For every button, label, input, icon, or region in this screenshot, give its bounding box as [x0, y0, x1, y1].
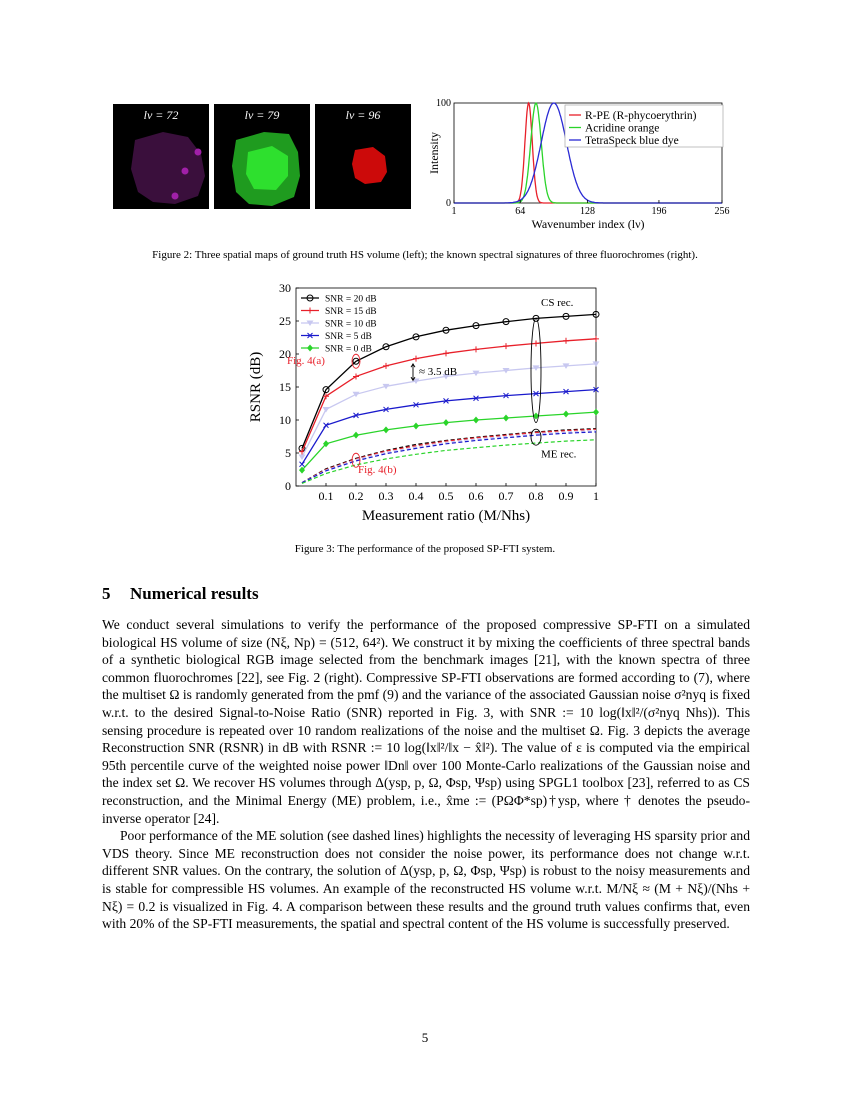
legend-label: SNR = 20 dB [325, 294, 377, 305]
y-tick-label: 25 [279, 314, 291, 328]
x-tick-label: 1 [451, 206, 457, 217]
y-tick-label: 15 [279, 380, 291, 394]
data-point [563, 411, 569, 418]
x-tick-label: 0.9 [558, 489, 574, 503]
spatial-map-panel [113, 104, 209, 209]
cs-label: CS rec. [541, 296, 574, 309]
data-point [533, 340, 539, 346]
x-tick-label: 256 [714, 206, 730, 217]
fig4b-label: Fig. 4(b) [358, 463, 397, 476]
data-point [473, 346, 479, 352]
y-tick-label: 20 [279, 347, 291, 361]
data-point [353, 432, 359, 439]
data-point [307, 308, 313, 314]
data-point [413, 356, 419, 362]
data-point [353, 392, 360, 398]
data-point [307, 345, 313, 352]
x-tick-label: 0.5 [438, 489, 454, 503]
spectra-chart [420, 95, 740, 235]
x-tick-label: 64 [515, 206, 526, 217]
x-tick-label: 0.8 [528, 489, 544, 503]
x-axis-label: Wavenumber index (lν) [531, 217, 645, 231]
paragraph: Poor performance of the ME solution (see dashed lines) highlights the necessity of leveraging HS sparsity prior and VDS theory. Since ME reconstruction does not consider the noise power, its performance does not change w.r.t. different SNR values. On the contrary, the solution of Δ(ysp, p, Ω, Φsp, Ψsp) is robust to the noisy measurements and is stable for compressible HS volumes. An example of the reconstructed HS volume w.r.t. M/Nξ ≈ (M + Nξ)/(Nhs + Nξ) = 0.2 is visualized in Fig. 4. A comparison between these results and the ground truth values confirms that, even with 20% of the SP-FTI measurements, the spatial and spectral content of the HS volume is successfully preserved. [102, 828, 750, 932]
paragraph: We conduct several simulations to verify the performance of the proposed compressive SP-FTI on a simulated biological HS volume of size (Nξ, Np) = (512, 64²). We construct it by mixing the coefficients of three spectral bands of a synthetic biological RGB image selected from the benchmark images [21], with the known spectra of three common fluorochromes [22], see Fig. 2 (right). Compressive SP-FTI observations are formed according to (7), where the multiset Ω is randomly generated from the pmf (9) and the variance of the associated Gaussian noise σ²nyq is fixed w.r.t. to the desired Signal-to-Noise Ratio (SNR) reported in Fig. 3, with SNR := 10 log(‖x‖²/(σ²nyq Nhs)). This sensing procedure is repeated over 10 random realizations of the noise and the multiset Ω. Fig. 3 depicts the average Reconstruction SNR (RSNR) in dB with RSNR := 10 log(‖x‖²/‖x − x̂‖²). The value of ε is computed via the empirical 95th percentile curve of the weighted noise power ‖Dn‖ over 100 Monte-Carlo realizations of the Gaussian noise and the index set Ω. We recover HS volumes through Δ(ysp, p, Ω, Φsp, Ψsp) using SPGL1 toolbox [23], referred to as CS reconstruction, and the Minimal Energy (ME) problem, i.e., x̂me := (PΩΦ*sp)†ysp, where † denotes the pseudo-inverse operator [24]. [102, 617, 750, 826]
y-tick-label: 30 [279, 281, 291, 295]
data-point [503, 415, 509, 422]
panel-label: lν = 79 [244, 108, 280, 122]
panel-label: lν = 72 [143, 108, 179, 122]
gap-arrow [411, 364, 415, 381]
data-point [473, 417, 479, 424]
data-point [503, 343, 509, 349]
data-point [443, 350, 449, 356]
x-tick-label: 0.4 [408, 489, 424, 503]
series-line [302, 339, 596, 452]
legend-label: SNR = 10 dB [325, 319, 377, 330]
x-tick-label: 1 [593, 489, 599, 503]
section-title: Numerical results [130, 584, 259, 603]
y-tick-label: 0 [446, 198, 451, 209]
y-tick-label: 0 [285, 479, 291, 493]
data-point [443, 419, 449, 426]
x-tick-label: 0.2 [348, 489, 364, 503]
x-tick-label: 0.1 [318, 489, 334, 503]
x-tick-label: 0.3 [378, 489, 394, 503]
data-point [300, 462, 305, 467]
figure2-caption: Figure 2: Three spatial maps of ground truth HS volume (left); the known spectral signatures of three fluorochromes (right). [152, 249, 698, 261]
me-label: ME rec. [541, 448, 577, 461]
section-heading [102, 584, 259, 604]
section-number: 5 [102, 584, 111, 603]
data-point [383, 426, 389, 433]
x-tick-label: 128 [579, 206, 595, 217]
panel-label: lν = 96 [345, 108, 381, 122]
x-axis-label: Measurement ratio (M/Nhs) [361, 508, 531, 524]
y-axis-label: Intensity [427, 132, 441, 174]
spatial-map-panel [315, 104, 411, 209]
legend-label: TetraSpeck blue dye [585, 135, 679, 147]
data-point [323, 407, 330, 413]
fig4a-label: Fig. 4(a) [287, 354, 325, 367]
rsnr-chart [240, 280, 620, 530]
x-tick-label: 0.6 [468, 489, 484, 503]
body-text [102, 616, 750, 933]
gap-label: ≈ 3.5 dB [419, 366, 458, 379]
y-axis-label: RSNR (dB) [248, 351, 264, 423]
y-tick-label: 100 [436, 98, 451, 109]
legend-label: SNR = 0 dB [325, 344, 372, 355]
legend-label: R-PE (R-phycoerythrin) [585, 110, 697, 122]
legend-label: SNR = 5 dB [325, 332, 372, 342]
y-tick-label: 10 [279, 413, 291, 427]
data-point [593, 409, 599, 416]
spatial-map-panel [214, 104, 310, 209]
page-number: 5 [421, 1030, 429, 1045]
y-tick-label: 5 [285, 446, 291, 460]
x-tick-label: 196 [651, 206, 667, 217]
figure3-caption: Figure 3: The performance of the proposed SP-FTI system. [294, 543, 556, 555]
data-point [413, 422, 419, 429]
legend-label: Acridine orange [585, 122, 660, 135]
x-tick-label: 0.7 [498, 489, 514, 503]
data-point [593, 336, 599, 342]
legend-label: SNR = 15 dB [325, 307, 377, 317]
data-point [563, 338, 569, 344]
data-point [383, 363, 389, 369]
